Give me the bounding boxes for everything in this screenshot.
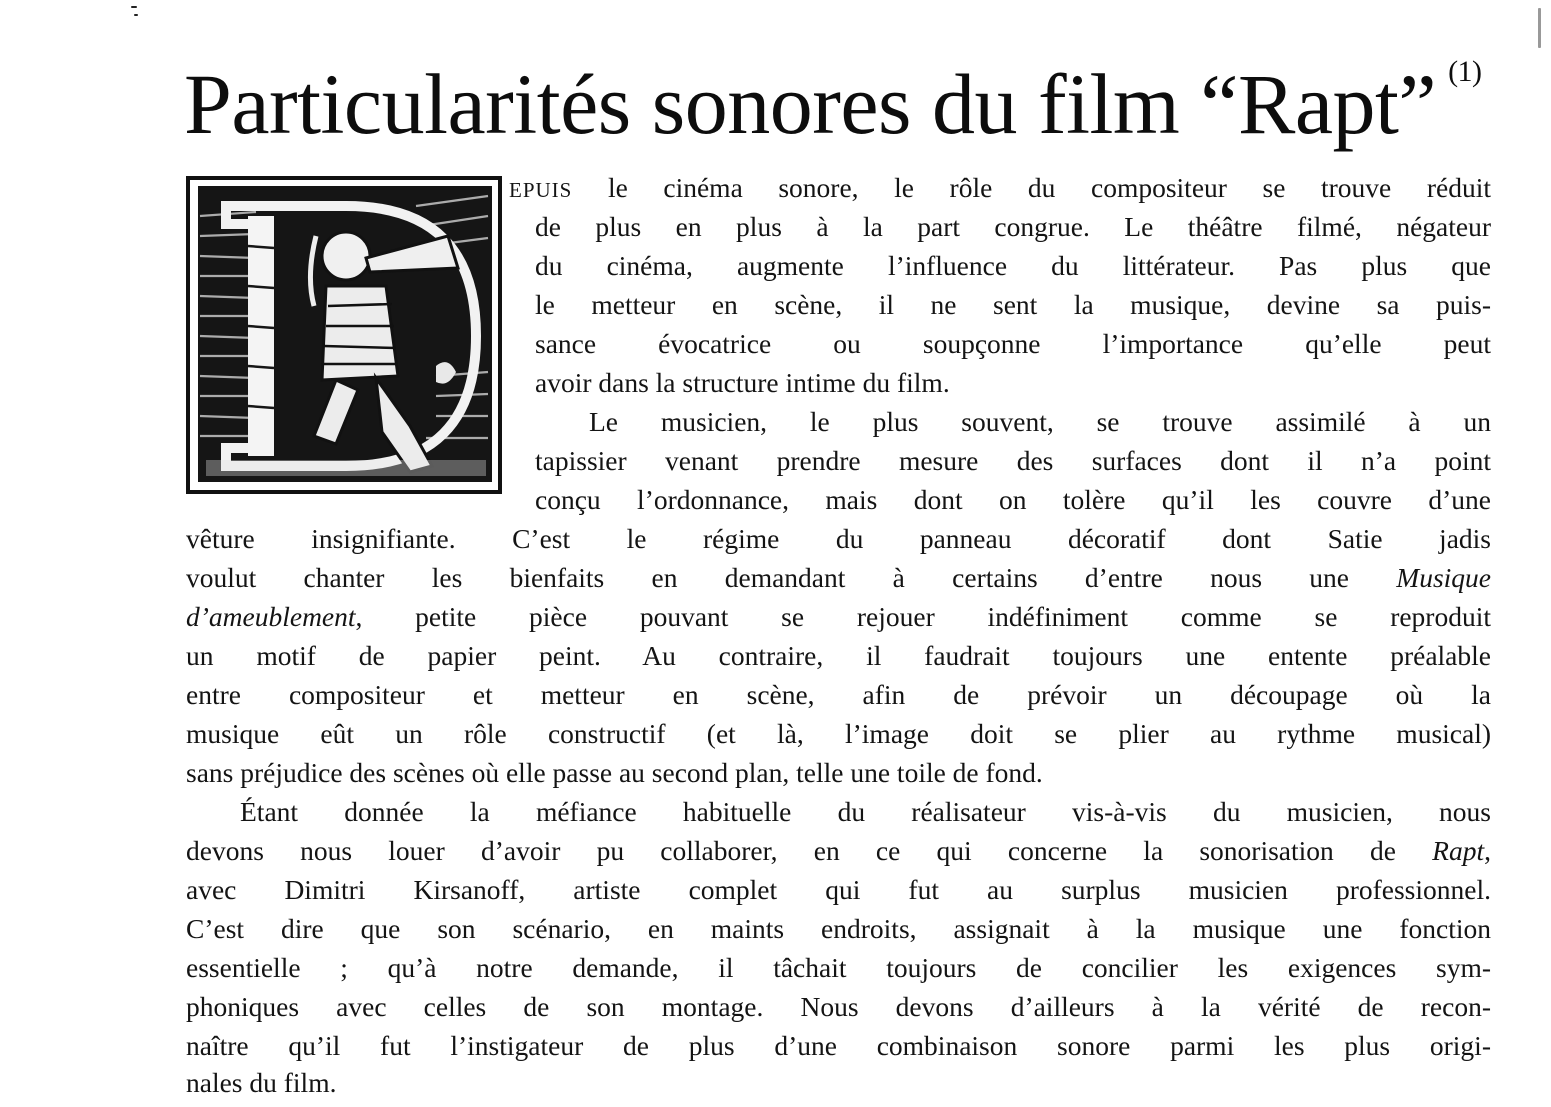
body-line: conçu l’ordonnance, mais dont on tolère qu’il les couvre d’une — [535, 484, 1491, 515]
drop-cap-illustration — [186, 176, 502, 494]
body-line: phoniques avec celles de son montage. Nous devons d’ailleurs à la vérité de recon- — [186, 991, 1491, 1022]
body-line: de plus en plus à la part congrue. Le théâtre filmé, négateur — [535, 211, 1491, 242]
body-line: sance évocatrice ou soupçonne l’importance qu’elle peut — [535, 328, 1491, 359]
italic-phrase: Musique — [1396, 562, 1491, 593]
italic-phrase: d’ameublement — [186, 601, 356, 632]
body-line: musique eût un rôle constructif (et là, l’image doit se plier au rythme musical) — [186, 718, 1491, 749]
body-line: sans préjudice des scènes où elle passe au second plan, telle une toile de fond. — [186, 757, 1043, 788]
body-line: le metteur en scène, il ne sent la musique, devine sa puis- — [535, 289, 1491, 320]
body-line: tapissier venant prendre mesure des surfaces dont il n’a point — [535, 445, 1491, 476]
body-line: avoir dans la structure intime du film. — [535, 367, 950, 398]
body-line: entre compositeur et metteur en scène, afin de prévoir un découpage où la — [186, 679, 1491, 710]
body-line: EPUIS le cinéma sonore, le rôle du compositeur se trouve réduit — [509, 172, 1491, 203]
body-line: Le musicien, le plus souvent, se trouve assimilé à un — [589, 406, 1491, 437]
body-line: du cinéma, augmente l’influence du littérateur. Pas plus que — [535, 250, 1491, 281]
body-line: d’ameublement, petite pièce pouvant se rejouer indéfiniment comme se reproduit — [186, 601, 1491, 632]
scan-mark — [134, 14, 138, 16]
drop-cap-continuation: EPUIS — [509, 178, 573, 202]
article-title — [184, 22, 1524, 154]
scan-mark — [1538, 8, 1541, 48]
body-line: avec Dimitri Kirsanoff, artiste complet qui fut au surplus musicien professionnel. — [186, 874, 1491, 905]
body-line: un motif de papier peint. Au contraire, il faudrait toujours une entente préalable — [186, 640, 1491, 671]
body-line: naître qu’il fut l’instigateur de plus d’une combinaison sonore parmi les plus origi- — [186, 1030, 1491, 1061]
body-line: C’est dire que son scénario, en maints endroits, assignait à la musique une fonction — [186, 913, 1491, 944]
italic-phrase: Rapt — [1432, 835, 1485, 866]
footnote-marker: (1) — [1448, 55, 1482, 88]
body-line: voulut chanter les bienfaits en demandant à certains d’entre nous une Musique — [186, 562, 1491, 593]
body-line: essentielle ; qu’à notre demande, il tâchait toujours de concilier les exigences sym- — [186, 952, 1491, 983]
title-text: Particularités sonores du film “Rapt” — [184, 56, 1437, 152]
scan-mark — [131, 6, 137, 8]
body-line: devons nous louer d’avoir pu collaborer, en ce qui concerne la sonorisation de Rapt, — [186, 835, 1491, 866]
body-line: vêture insignifiante. C’est le régime du panneau décoratif dont Satie jadis — [186, 523, 1491, 554]
body-line: Étant donnée la méfiance habituelle du réalisateur vis-à-vis du musicien, nous — [240, 796, 1491, 827]
body-line: nales du film. — [186, 1067, 337, 1098]
